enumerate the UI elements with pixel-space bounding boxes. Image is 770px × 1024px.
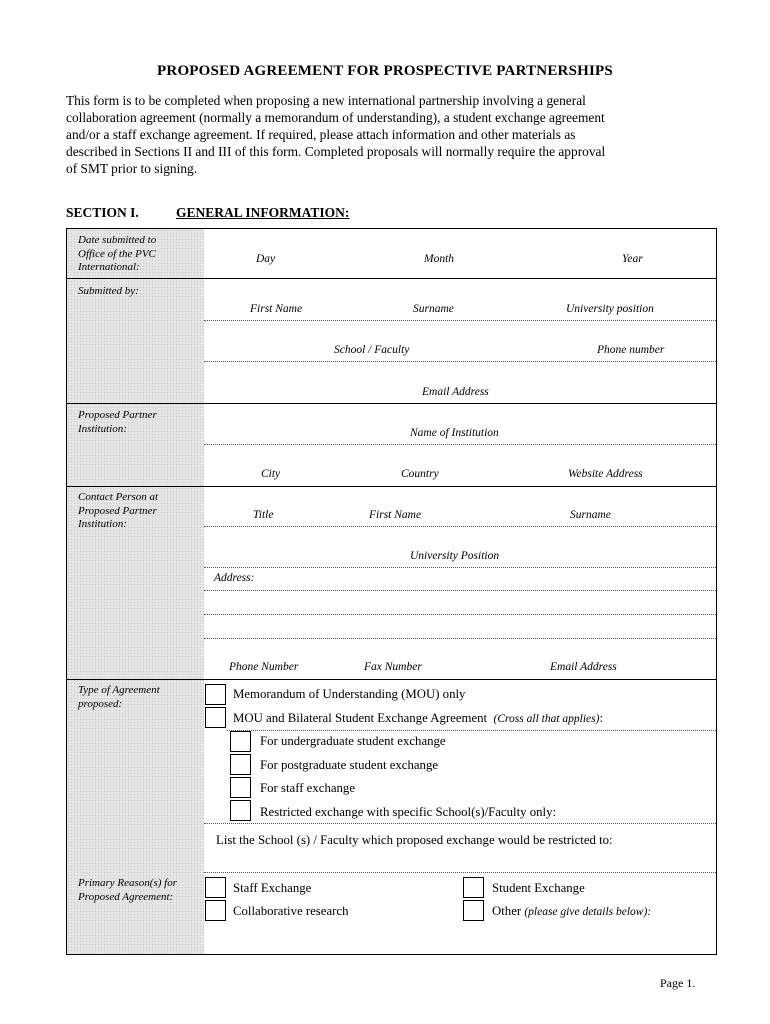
restricted-checkbox[interactable]	[230, 800, 251, 821]
option-box-edge	[716, 679, 717, 732]
university-position-caption: University position	[566, 303, 654, 315]
mou-bilateral-label: MOU and Bilateral Student Exchange Agreement (Cross all that applies):	[233, 711, 604, 725]
list-schools-line[interactable]	[204, 872, 716, 873]
first-name-caption: First Name	[250, 303, 303, 315]
agreement-type-label: Type of Agreement proposed:	[78, 684, 160, 710]
row-divider	[67, 486, 716, 487]
postgrad-label: For postgraduate student exchange	[260, 758, 439, 772]
staff-exchange-label: Staff Exchange	[233, 881, 312, 895]
other-checkbox[interactable]	[463, 900, 484, 921]
contact-university-position-caption: University Position	[410, 550, 500, 562]
label-column	[67, 229, 204, 954]
submitted-by-label: Submitted by:	[78, 285, 139, 297]
mou-only-checkbox[interactable]	[205, 684, 226, 705]
contact-position-line[interactable]	[204, 567, 716, 568]
date-submitted-label: Date submitted to Office of the PVC International:	[78, 234, 157, 273]
student-exchange-label: Student Exchange	[492, 881, 585, 895]
section-title: GENERAL INFORMATION:	[176, 205, 350, 220]
page-number: Page 1.	[660, 976, 696, 990]
restricted-rule	[204, 823, 716, 824]
year-caption: Year	[622, 253, 643, 265]
intro-line-3: and/or a staff exchange agreement. If required, please attach information and other materials as	[66, 127, 576, 142]
submitted-by-name-line[interactable]	[204, 320, 716, 321]
country-caption: Country	[401, 468, 439, 480]
contact-person-label: Contact Person at Proposed Partner Institution:	[78, 491, 159, 530]
partner-institution-label: Proposed Partner Institution:	[78, 409, 157, 435]
address-line-3[interactable]	[204, 638, 716, 639]
general-information-form	[66, 228, 717, 955]
month-caption: Month	[424, 253, 455, 265]
intro-line-5: of SMT prior to signing.	[66, 161, 198, 176]
title-caption: Title	[253, 509, 274, 521]
institution-name-line[interactable]	[204, 444, 716, 445]
submitted-by-school-line[interactable]	[204, 361, 716, 362]
surname-caption: Surname	[413, 303, 454, 315]
undergrad-label: For undergraduate student exchange	[260, 734, 446, 748]
contact-phone-number-caption: Phone Number	[229, 661, 299, 673]
contact-name-line[interactable]	[204, 526, 716, 527]
school-faculty-caption: School / Faculty	[334, 344, 410, 356]
address-caption: Address:	[214, 572, 255, 584]
mou-bilateral-note: (Cross all that applies)	[493, 713, 600, 725]
city-caption: City	[261, 468, 281, 480]
row-divider	[67, 679, 716, 680]
row-divider	[67, 278, 716, 279]
intro-paragraph	[66, 92, 704, 177]
primary-reasons-label: Primary Reason(s) for Proposed Agreement:	[78, 877, 177, 903]
name-of-institution-caption: Name of Institution	[410, 427, 499, 439]
contact-first-name-caption: First Name	[369, 509, 422, 521]
staff-exchange-checkbox[interactable]	[205, 877, 226, 898]
option-box-rule	[227, 730, 716, 731]
student-exchange-checkbox[interactable]	[463, 877, 484, 898]
mou-bilateral-checkbox[interactable]	[205, 707, 226, 728]
row-divider	[67, 403, 716, 404]
staff-checkbox[interactable]	[230, 777, 251, 798]
fax-number-caption: Fax Number	[364, 661, 422, 673]
section-number: SECTION I.	[66, 205, 139, 220]
email-address-caption: Email Address	[422, 386, 489, 398]
intro-line-1: This form is to be completed when proposing a new international partnership involving a general	[66, 93, 586, 108]
address-line-1[interactable]	[204, 590, 716, 591]
contact-surname-caption: Surname	[570, 509, 611, 521]
postgrad-checkbox[interactable]	[230, 754, 251, 775]
document-title: PROPOSED AGREEMENT FOR PROSPECTIVE PARTNERSHIPS	[157, 63, 613, 79]
other-label: Other (please give details below):	[492, 904, 652, 918]
staff-label: For staff exchange	[260, 781, 355, 795]
collaborative-research-label: Collaborative research	[233, 904, 349, 918]
intro-line-2: collaboration agreement (normally a memorandum of understanding), a student exchange agreement	[66, 110, 605, 125]
phone-number-caption: Phone number	[597, 344, 665, 356]
address-line-2[interactable]	[204, 614, 716, 615]
collaborative-research-checkbox[interactable]	[205, 900, 226, 921]
contact-email-address-caption: Email Address	[550, 661, 617, 673]
day-caption: Day	[256, 253, 276, 265]
other-note: (please give details below):	[524, 906, 652, 918]
website-address-caption: Website Address	[568, 468, 643, 480]
undergrad-checkbox[interactable]	[230, 731, 251, 752]
mou-only-label: Memorandum of Understanding (MOU) only	[233, 687, 466, 701]
restricted-label: Restricted exchange with specific School(s)/Faculty only:	[260, 805, 557, 819]
intro-line-4: described in Sections II and III of this form. Completed proposals will normally require the approval	[66, 144, 606, 159]
list-schools-label: List the School (s) / Faculty which proposed exchange would be restricted to:	[216, 833, 613, 847]
